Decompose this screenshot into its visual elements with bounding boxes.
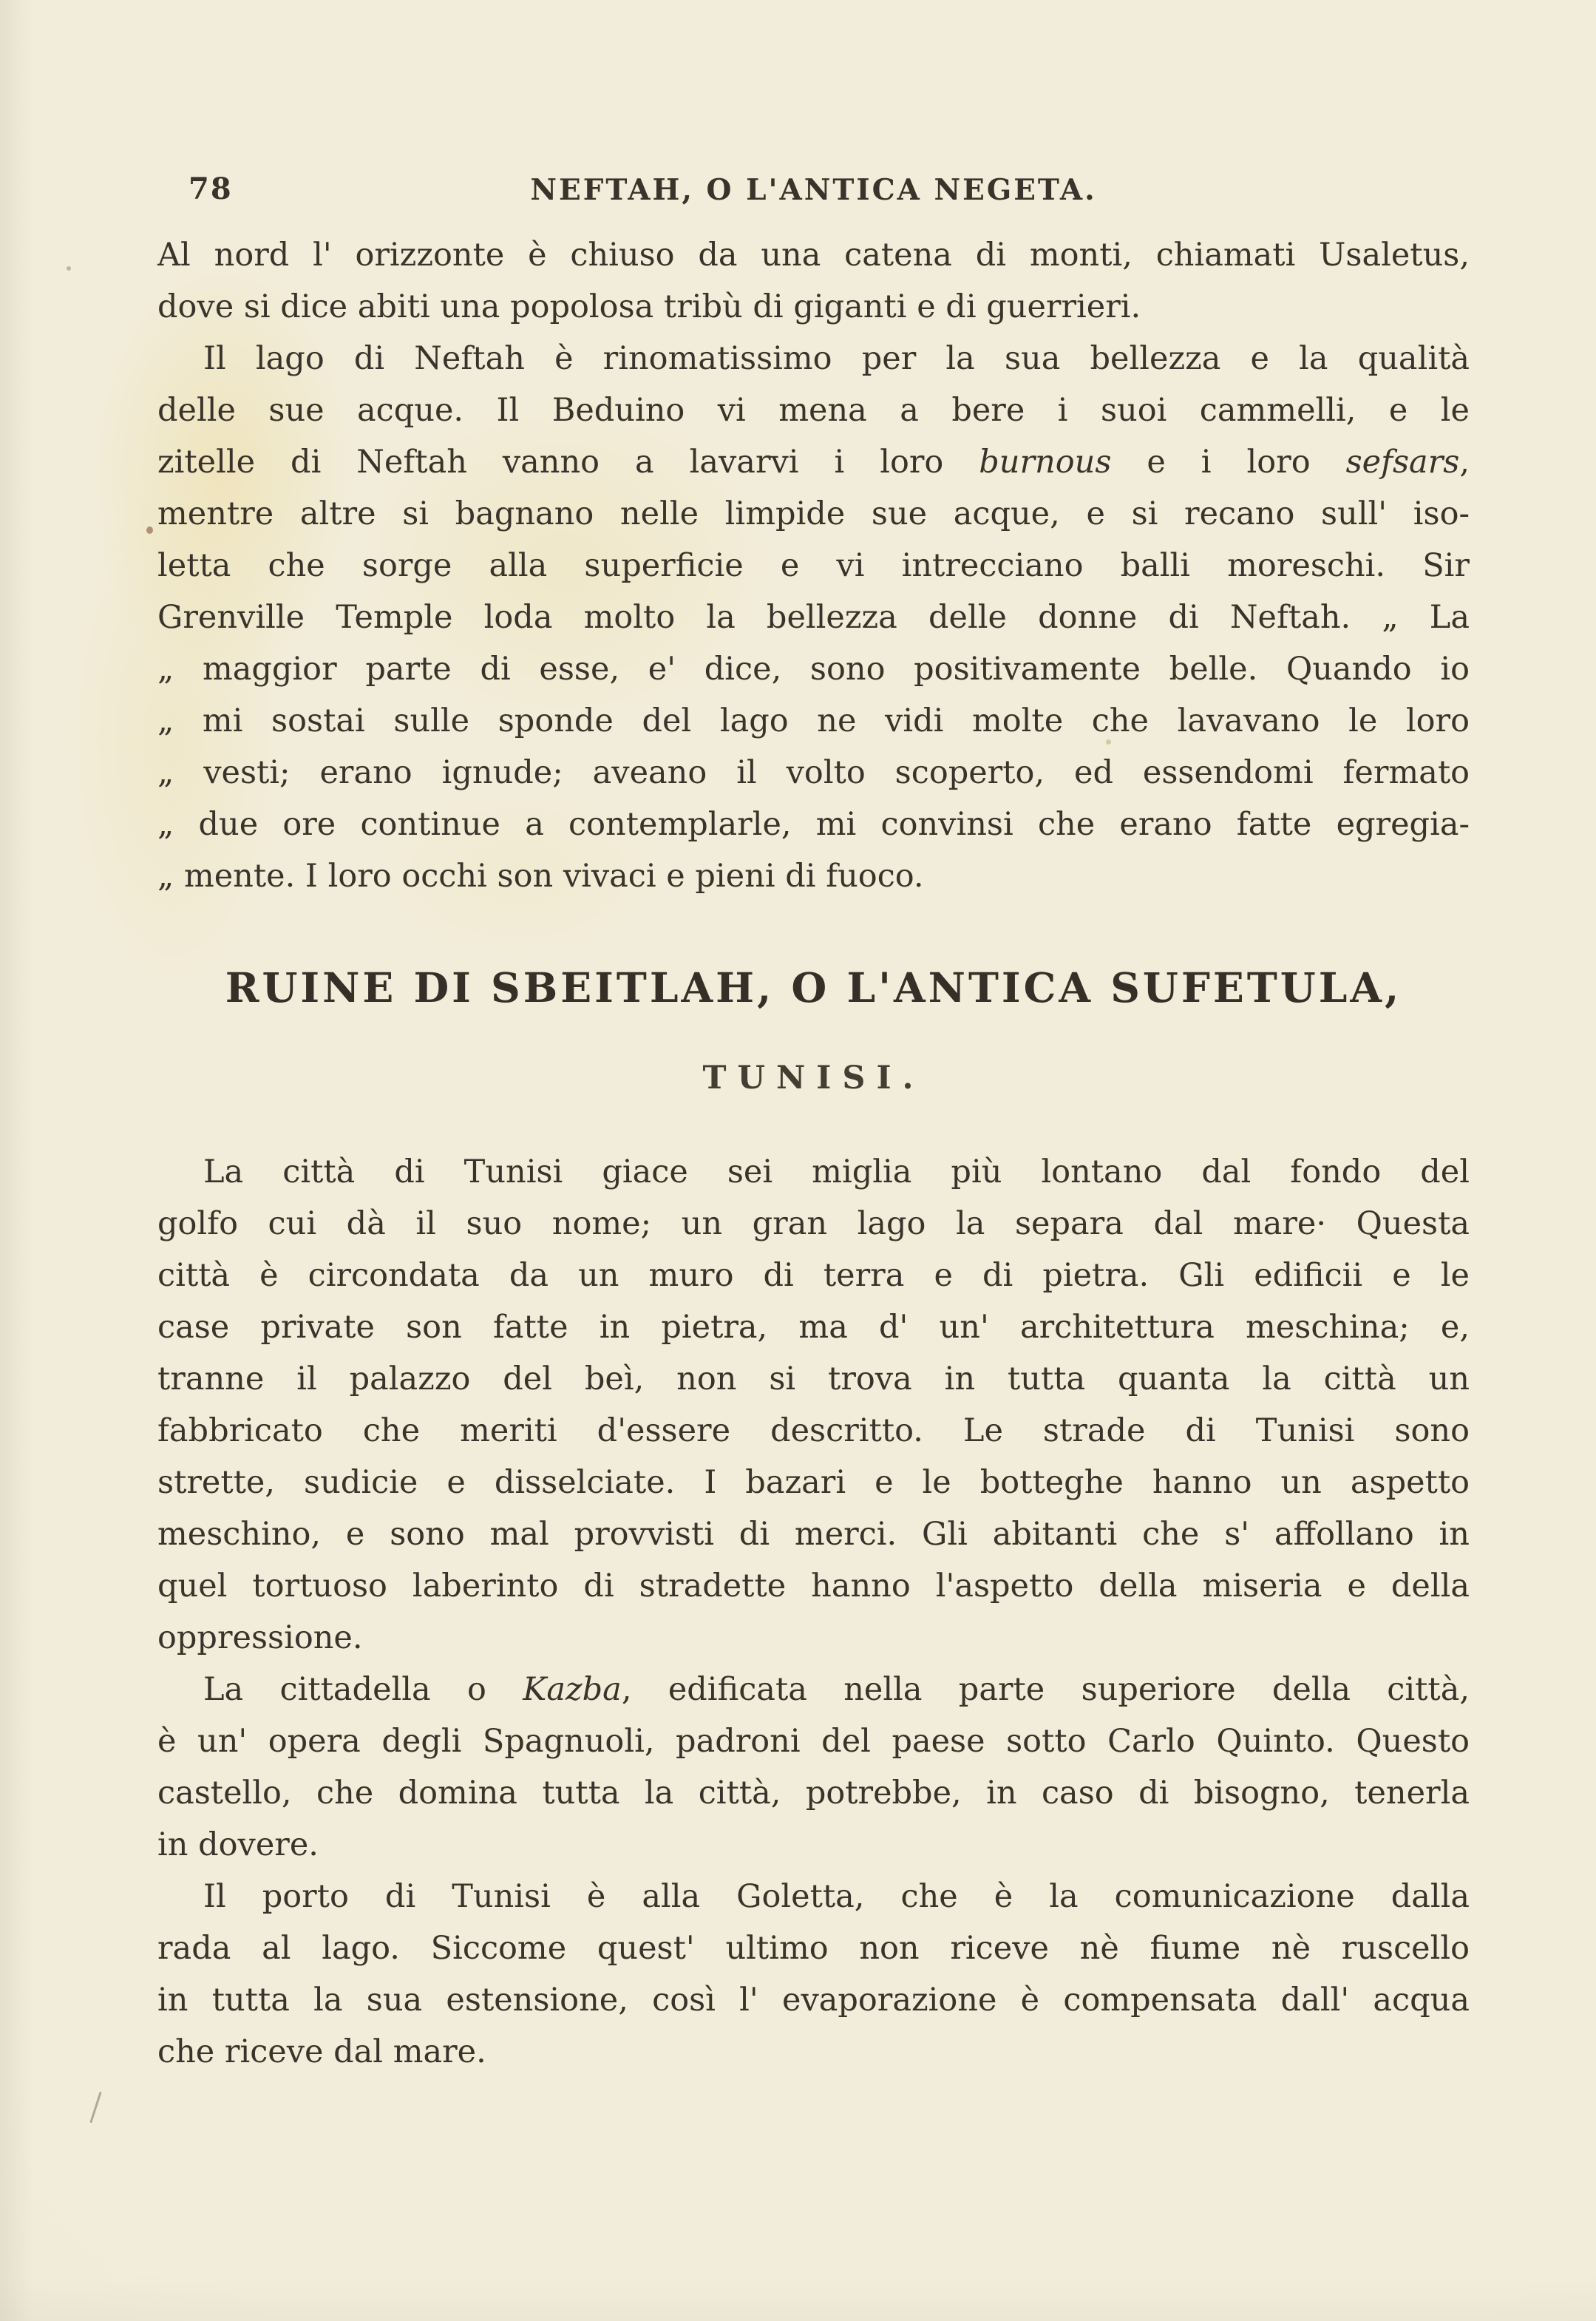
- text-line: Il porto di Tunisi è alla Goletta, che è la comunicazione dalla: [203, 1878, 1470, 1915]
- text-line: La città di Tunisi giace sei miglia più lontano dal fondo del: [203, 1153, 1470, 1190]
- paper-speck: [1106, 739, 1111, 745]
- text-line: meschino, e sono mal provvisti di merci. Gli abitanti che s' affollano in: [157, 1516, 1470, 1553]
- text-line: in tutta la sua estensione, così l' evaporazione è compensata dall' acqua: [157, 1982, 1470, 2019]
- text-line: in dovere.: [157, 1826, 319, 1863]
- text-line: Il lago di Neftah è rinomatissimo per la sua bellezza e la qualità: [203, 340, 1470, 377]
- paper-speck: [67, 266, 71, 271]
- section-subtitle: TUNISI.: [702, 1060, 925, 1097]
- text-line: delle sue acque. Il Beduino vi mena a bere i suoi cammelli, e le: [157, 392, 1470, 429]
- text-line: che riceve dal mare.: [157, 2033, 486, 2070]
- paragraph: [157, 1871, 1470, 2078]
- text-line: letta che sorge alla superficie e vi intrecciano balli moreschi. Sir: [157, 547, 1470, 584]
- text-line: „ due ore continue a contemplarle, mi convinsi che erano fatte egregia-: [157, 806, 1470, 843]
- text-line: castello, che domina tutta la città, potrebbe, in caso di bisogno, tenerla: [157, 1775, 1470, 1812]
- text-line: città è circondata da un muro di terra e di pietra. Gli edificii e le: [157, 1257, 1470, 1294]
- running-title: NEFTAH, O L'ANTICA NEGETA.: [530, 173, 1097, 207]
- text-line: case private son fatte in pietra, ma d' un' architettura meschina; e,: [157, 1309, 1470, 1346]
- paragraph: [157, 229, 1470, 333]
- text-line: golfo cui dà il suo nome; un gran lago la separa dal mare· Questa: [157, 1205, 1470, 1242]
- text-line: fabbricato che meriti d'essere descritto. Le strade di Tunisi sono: [157, 1412, 1470, 1449]
- text-line: La cittadella o Kazba, edificata nella parte superiore della città,: [203, 1671, 1470, 1708]
- text-line: „ mi sostai sulle sponde del lago ne vidi molte che lavavano le loro: [157, 702, 1470, 739]
- text-line: zitelle di Neftah vanno a lavarvi i loro burnous e i loro sefsars,: [157, 444, 1470, 481]
- paper-speck: [146, 526, 153, 534]
- scratch-mark: [89, 2092, 101, 2124]
- page-number: 78: [189, 172, 233, 206]
- paragraph: [157, 1664, 1470, 1871]
- text-line: „ mente. I loro occhi son vivaci e pieni di fuoco.: [157, 858, 924, 895]
- text-line: è un' opera degli Spagnuoli, padroni del paese sotto Carlo Quinto. Questo: [157, 1723, 1470, 1760]
- text-line: quel tortuoso laberinto di stradette hanno l'aspetto della miseria e della: [157, 1568, 1470, 1605]
- paragraph: [157, 333, 1470, 902]
- text-line: mentre altre si bagnano nelle limpide sue acque, e si recano sull' iso-: [157, 495, 1470, 532]
- text-line: Grenville Temple loda molto la bellezza delle donne di Neftah. „ La: [157, 599, 1470, 636]
- paragraph: [157, 1146, 1470, 1664]
- text-column: [157, 0, 1470, 2321]
- text-line: oppressione.: [157, 1619, 363, 1656]
- text-line: strette, sudicie e disselciate. I bazari e le botteghe hanno un aspetto: [157, 1464, 1470, 1501]
- text-line: dove si dice abiti una popolosa tribù di giganti e di guerrieri.: [157, 288, 1141, 325]
- text-line: „ vesti; erano ignude; aveano il volto scoperto, ed essendomi fermato: [157, 754, 1470, 791]
- text-line: rada al lago. Siccome quest' ultimo non riceve nè fiume nè ruscello: [157, 1930, 1470, 1967]
- text-line: tranne il palazzo del beì, non si trova in tutta quanta la città un: [157, 1361, 1470, 1397]
- section-title: RUINE DI SBEITLAH, O L'ANTICA SUFETULA,: [225, 963, 1402, 1012]
- text-line: Al nord l' orizzonte è chiuso da una catena di monti, chiamati Usaletus,: [157, 237, 1470, 274]
- text-line: „ maggior parte di esse, e' dice, sono positivamente belle. Quando io: [157, 651, 1470, 688]
